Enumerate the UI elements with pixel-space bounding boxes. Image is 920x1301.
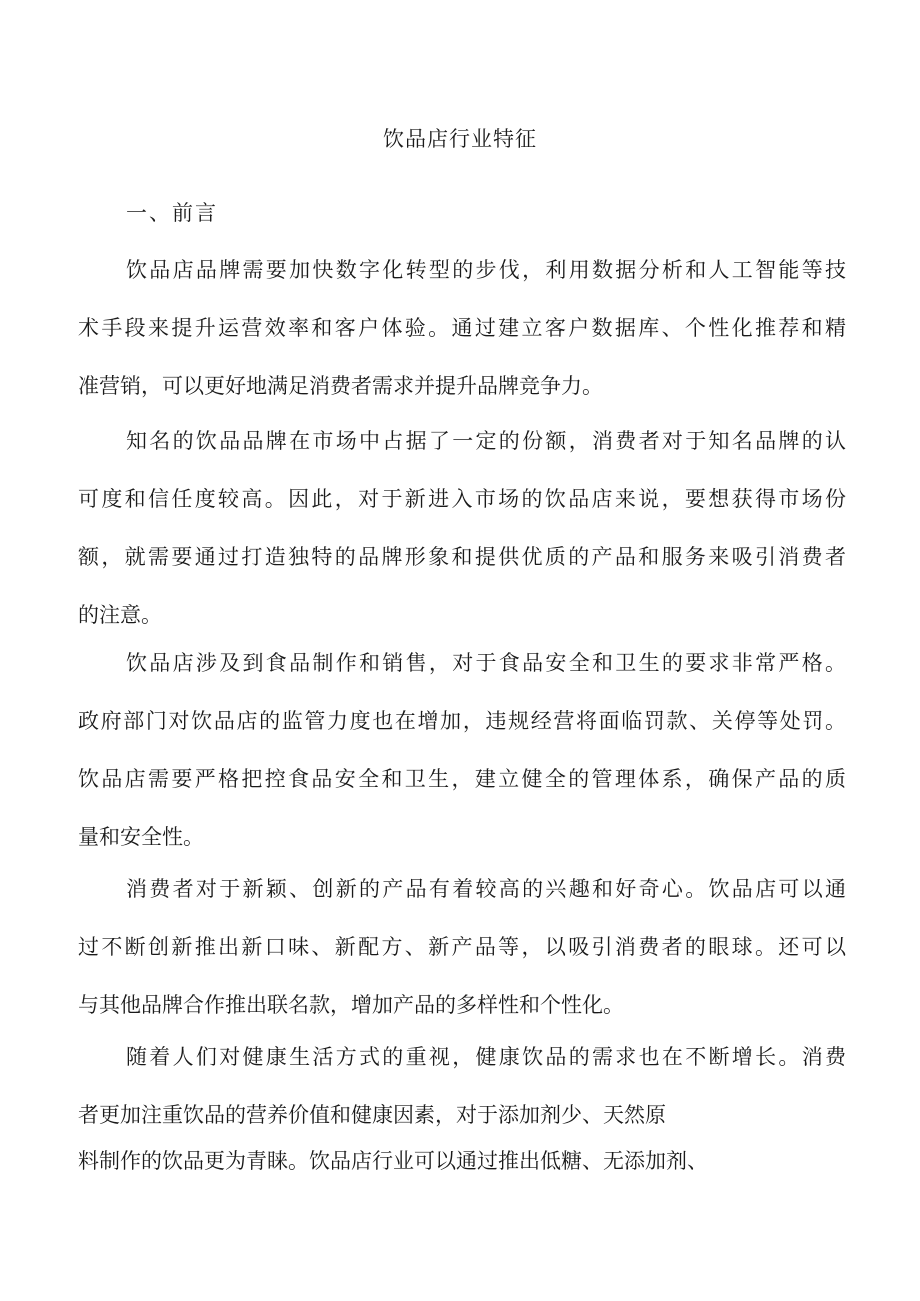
paragraph bbox=[78, 1042, 846, 1204]
paragraph-line: 量和安全性。 bbox=[78, 825, 204, 849]
paragraph bbox=[78, 255, 846, 429]
paragraph-line: 政府部门对饮品店的监管力度也在增加，违规经营将面临罚款、关停等处罚。 bbox=[78, 709, 846, 733]
paragraph-line: 饮品店涉及到食品制作和销售，对于食品安全和卫生的要求非常严格。 bbox=[126, 651, 846, 675]
paragraph-line: 的注意。 bbox=[78, 603, 162, 627]
paragraph-line: 术手段来提升运营效率和客户体验。通过建立客户数据库、个性化推荐和精 bbox=[78, 316, 846, 340]
section-heading: 一、前言 bbox=[126, 201, 218, 225]
paragraph-line: 消费者对于新颖、创新的产品有着较高的兴趣和好奇心。饮品店可以通 bbox=[126, 877, 846, 901]
paragraph-line: 与其他品牌合作推出联名款，增加产品的多样性和个性化。 bbox=[78, 993, 624, 1017]
paragraph bbox=[78, 648, 846, 880]
paragraph-line: 准营销，可以更好地满足消费者需求并提升品牌竞争力。 bbox=[78, 374, 603, 398]
paragraph-line: 额，就需要通过打造独特的品牌形象和提供优质的产品和服务来吸引消费者 bbox=[78, 545, 846, 569]
paragraph bbox=[78, 426, 846, 658]
paragraph-line: 者更加注重饮品的营养价值和健康因素，对于添加剂少、天然原 bbox=[78, 1103, 666, 1127]
paragraph-line: 饮品店需要严格把控食品安全和卫生，建立健全的管理体系，确保产品的质 bbox=[78, 767, 846, 791]
document-title: 饮品店行业特征 bbox=[383, 127, 537, 151]
paragraph-line: 料制作的饮品更为青睐。饮品店行业可以通过推出低糖、无添加剂、 bbox=[78, 1149, 708, 1173]
paragraph-line: 饮品店品牌需要加快数字化转型的步伐，利用数据分析和人工智能等技 bbox=[126, 258, 846, 282]
paragraph-line: 可度和信任度较高。因此，对于新进入市场的饮品店来说，要想获得市场份 bbox=[78, 487, 846, 511]
paragraph-line: 过不断创新推出新口味、新配方、新产品等，以吸引消费者的眼球。还可以 bbox=[78, 935, 846, 959]
paragraph-line: 知名的饮品品牌在市场中占据了一定的份额，消费者对于知名品牌的认 bbox=[126, 429, 846, 453]
paragraph bbox=[78, 874, 846, 1048]
paragraph-line: 随着人们对健康生活方式的重视，健康饮品的需求也在不断增长。消费 bbox=[126, 1045, 846, 1069]
